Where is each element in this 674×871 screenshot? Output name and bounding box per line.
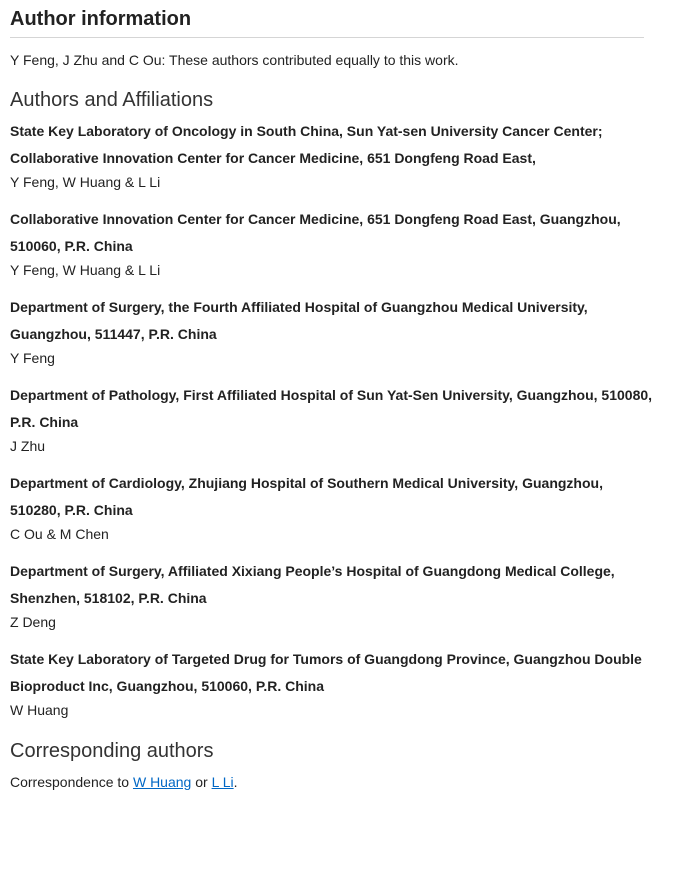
affiliation-name: Department of Surgery, Affiliated Xixiang People’s Hospital of Guangdong Medical College, Shenzhen, 518102, P.R. China (10, 563, 615, 606)
correspondence-separator: or (191, 774, 212, 790)
affiliation-item (10, 558, 654, 632)
affiliation-authors: C Ou & M Chen (10, 526, 109, 542)
affiliation-item (10, 206, 654, 280)
correspondence-line (10, 772, 654, 792)
corresponding-authors-heading: Corresponding authors (10, 740, 214, 762)
affiliation-item (10, 382, 654, 456)
affiliation-name: Collaborative Innovation Center for Cancer Medicine, 651 Dongfeng Road East, Guangzhou, 510060, P.R. China (10, 211, 621, 254)
affiliation-authors: Y Feng, W Huang & L Li (10, 262, 161, 278)
section-title: Author information (10, 8, 192, 30)
affiliation-item (10, 118, 654, 192)
affiliation-name: State Key Laboratory of Targeted Drug for Tumors of Guangdong Province, Guangzhou Double Bioproduct Inc, Guangzhou, 510060, P.R. China (10, 651, 642, 694)
affiliation-item (10, 470, 654, 544)
affiliation-authors: J Zhu (10, 438, 46, 454)
affiliation-authors: W Huang (10, 702, 69, 718)
contribution-note: Y Feng, J Zhu and C Ou: These authors contributed equally to this work. (10, 52, 459, 68)
affiliation-item (10, 646, 654, 720)
correspondence-prefix: Correspondence to (10, 774, 133, 790)
affiliation-item (10, 294, 654, 368)
affiliation-authors: Z Deng (10, 614, 56, 630)
affiliation-name: Department of Surgery, the Fourth Affiliated Hospital of Guangzhou Medical University, Guangzhou, 511447, P.R. China (10, 299, 588, 342)
affiliations-list (10, 118, 654, 720)
author-link-w-huang[interactable]: W Huang (132, 774, 192, 790)
affiliation-name: Department of Pathology, First Affiliated Hospital of Sun Yat-Sen University, Guangzhou, 510080, P.R. China (10, 387, 653, 430)
affiliation-name: Department of Cardiology, Zhujiang Hospital of Southern Medical University, Guangzhou, 510280, P.R. China (10, 475, 603, 518)
affiliation-name: State Key Laboratory of Oncology in South China, Sun Yat-sen University Cancer Center; Collaborative Innovation Center for Cancer Medicine, 651 Dongfeng Road East, (10, 123, 603, 166)
section-divider (10, 37, 644, 38)
correspondence-suffix: . (233, 774, 238, 790)
author-link-l-li[interactable]: L Li (211, 774, 234, 790)
affiliation-authors: Y Feng, W Huang & L Li (10, 174, 161, 190)
affiliations-heading: Authors and Affiliations (10, 89, 214, 111)
affiliation-authors: Y Feng (10, 350, 55, 366)
